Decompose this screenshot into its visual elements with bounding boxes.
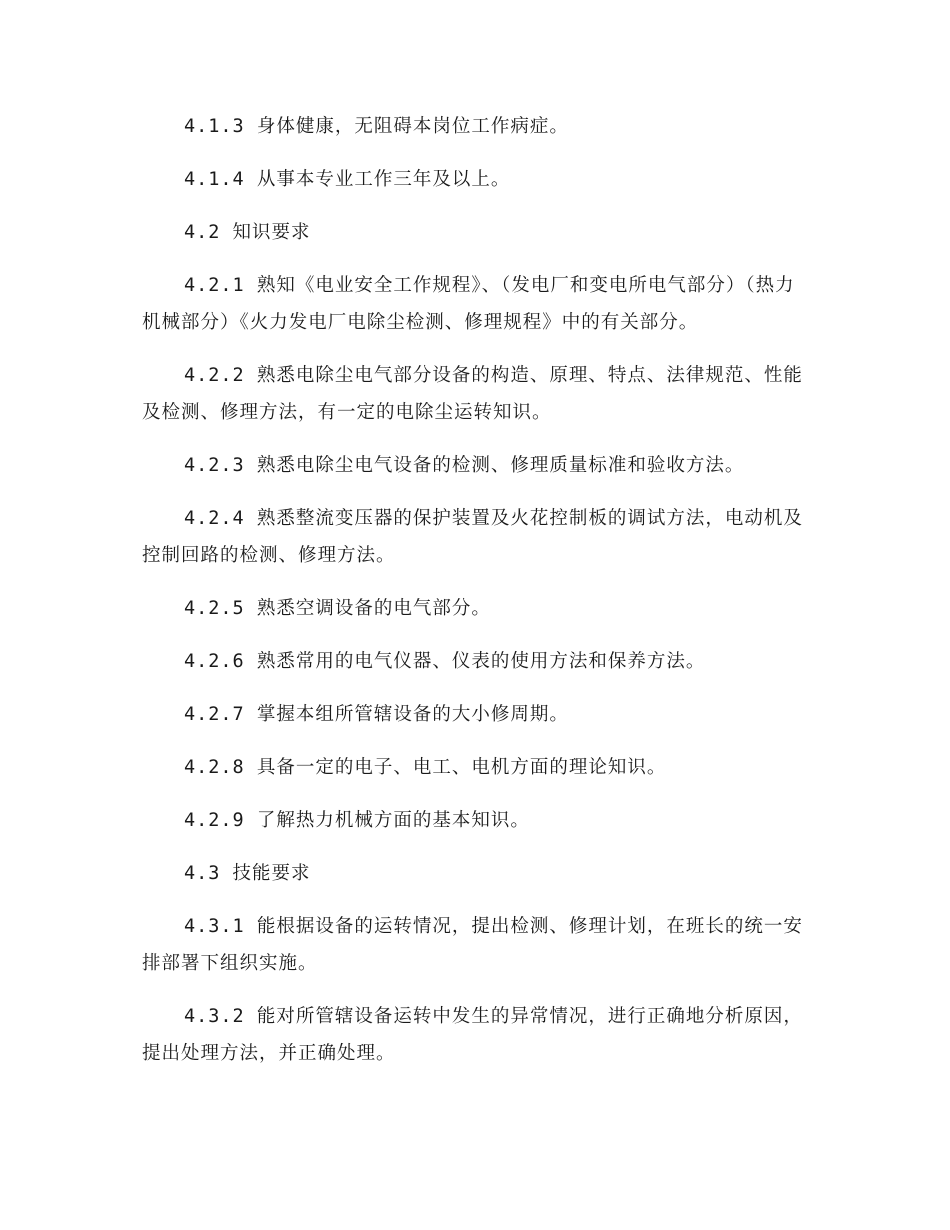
paragraph-4-2-1: 4.2.1 熟知《电业安全工作规程》、（发电厂和变电所电气部分）（热力机械部分）《火力发电厂电除尘检测、修理规程》中的有关部分。 — [142, 275, 795, 333]
paragraph-4-2-8: 4.2.8 具备一定的电子、电工、电机方面的理论知识。 — [184, 757, 667, 778]
paragraph-4-2-2: 4.2.2 熟悉电除尘电气部分设备的构造、原理、特点、法律规范、性能及检测、修理方法，有一定的电除尘运转知识。 — [142, 365, 803, 423]
paragraph-4-1-4: 4.1.4 从事本专业工作三年及以上。 — [184, 169, 511, 190]
paragraph-4-1-3: 4.1.3 身体健康，无阻碍本岗位工作病症。 — [184, 116, 569, 137]
paragraph-4-2-9: 4.2.9 了解热力机械方面的基本知识。 — [184, 810, 530, 831]
paragraph-4-2-6: 4.2.6 熟悉常用的电气仪器、仪表的使用方法和保养方法。 — [184, 651, 706, 672]
paragraph-4-3-2: 4.3.2 能对所管辖设备运转中发生的异常情况，进行正确地分析原因，提出处理方法，并正确处理。 — [142, 1006, 803, 1064]
document-body — [142, 108, 804, 1072]
paragraph-4-2-3: 4.2.3 熟悉电除尘电气设备的检测、修理质量标准和验收方法。 — [184, 455, 745, 476]
paragraph-4-3-1: 4.3.1 能根据设备的运转情况，提出检测、修理计划，在班长的统一安排部署下组织实施。 — [142, 916, 803, 974]
paragraph-4-2-5: 4.2.5 熟悉空调设备的电气部分。 — [184, 598, 491, 619]
paragraph-4-2-4: 4.2.4 熟悉整流变压器的保护装置及火花控制板的调试方法，电动机及控制回路的检测、修理方法。 — [142, 508, 803, 566]
section-heading-4-2: 4.2 知识要求 — [184, 222, 311, 243]
section-heading-4-3: 4.3 技能要求 — [184, 863, 311, 884]
paragraph-4-2-7: 4.2.7 掌握本组所管辖设备的大小修周期。 — [184, 704, 569, 725]
